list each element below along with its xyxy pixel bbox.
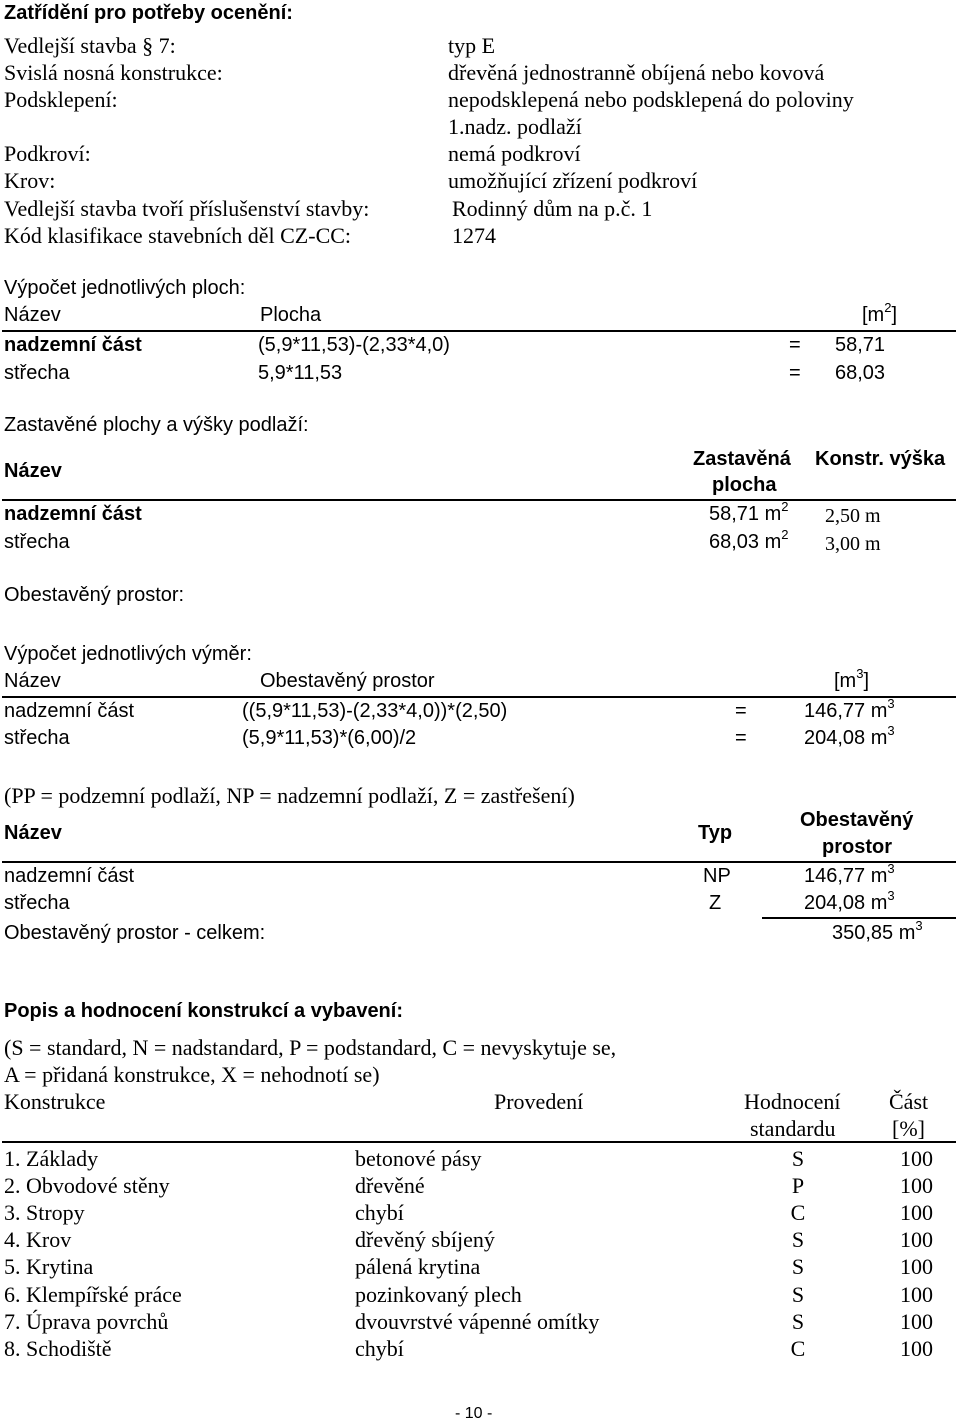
summary-col-type: Typ <box>698 822 733 844</box>
summary-row-volume-1: 204,08 $m^3$ <box>804 888 895 914</box>
class-label-7: Kód klasifikace stavebních děl CZ-CC: <box>4 223 352 248</box>
areas-row-name-1: střecha <box>4 362 70 384</box>
construction-row-rating-1: P <box>791 1173 805 1198</box>
areas-row-name-0: nadzemní část <box>4 334 142 356</box>
construction-row-execution-7: chybí <box>355 1336 404 1361</box>
built-row-area-0: 58,71 $m^2$ <box>709 499 789 525</box>
summary-col-name: Název <box>4 822 62 844</box>
summary-header-rule <box>2 861 956 863</box>
summary-total-value: 350,85 $m^3$ <box>832 918 923 944</box>
areas-row-formula-1: 5,9*11,53 <box>258 362 343 384</box>
construction-row-rating-4: S <box>791 1254 805 1279</box>
volumes-row-eq-0: = <box>735 700 747 722</box>
construction-row-share-5: 100 <box>900 1282 933 1307</box>
class-value-6: Rodinný dům na p.č. 1 <box>452 196 653 221</box>
construction-row-name-2: 3. Stropy <box>4 1200 85 1225</box>
summary-total-rule <box>762 917 956 919</box>
summary-row-name-0: nadzemní část <box>4 865 135 887</box>
built-col-height: Konstr. výška <box>815 448 946 470</box>
class-label-2: Podsklepení: <box>4 87 118 112</box>
construction-col-share-2: [%] <box>892 1116 925 1141</box>
construction-row-execution-3: dřevěný sbíjený <box>355 1227 495 1252</box>
volumes-header-rule <box>2 696 956 698</box>
built-heading: Zastavěné plochy a výšky podlaží: <box>4 414 309 436</box>
construction-row-share-4: 100 <box>900 1254 933 1279</box>
volume-heading: Obestavěný prostor: <box>4 584 185 606</box>
summary-legend: (PP = podzemní podlaží, NP = nadzemní podlaží, Z = zastřešení) <box>4 783 575 808</box>
construction-row-execution-5: pozinkovaný plech <box>355 1282 522 1307</box>
areas-heading: Výpočet jednotlivých ploch: <box>4 277 246 299</box>
construction-col-rating-2: standardu <box>750 1116 836 1141</box>
construction-row-name-1: 2. Obvodové stěny <box>4 1173 170 1198</box>
built-row-name-0: nadzemní část <box>4 503 142 525</box>
class-value-7: 1274 <box>452 223 496 248</box>
class-value-5: umožňující zřízení podkroví <box>448 168 698 193</box>
class-value-1: dřevěná jednostranně obíjená nebo kovová <box>448 60 825 85</box>
summary-row-type-0: NP <box>703 865 731 887</box>
page-number: - 10 - <box>455 1405 493 1422</box>
areas-col-area: Plocha <box>260 304 322 326</box>
construction-row-name-6: 7. Úprava povrchů <box>4 1309 169 1334</box>
construction-col-execution: Provedení <box>494 1089 584 1114</box>
construction-row-name-7: 8. Schodiště <box>4 1336 112 1361</box>
construction-col-rating-1: Hodnocení <box>744 1089 841 1114</box>
class-value-2: nepodsklepená nebo podsklepená do poloviny <box>448 87 854 112</box>
construction-row-rating-6: S <box>791 1309 805 1334</box>
construction-row-execution-0: betonové pásy <box>355 1146 482 1171</box>
volumes-row-formula-1: (5,9*11,53)*(6,00)/2 <box>242 727 417 749</box>
areas-unit: $[m^2]$ <box>862 300 898 326</box>
areas-header-rule <box>2 330 956 332</box>
volumes-heading: Výpočet jednotlivých výměr: <box>4 643 252 665</box>
volumes-row-result-0: 146,77 $m^3$ <box>804 696 895 722</box>
areas-row-eq-0: = <box>789 334 801 356</box>
construction-col-name: Konstrukce <box>4 1089 106 1114</box>
construction-row-name-4: 5. Krytina <box>4 1254 94 1279</box>
volumes-row-result-1: 204,08 $m^3$ <box>804 723 895 749</box>
built-col-area-2: plocha <box>712 474 777 496</box>
class-value-4: nemá podkroví <box>448 141 581 166</box>
construction-row-name-3: 4. Krov <box>4 1227 72 1252</box>
construction-row-share-6: 100 <box>900 1309 933 1334</box>
volumes-col-name: Název <box>4 670 61 692</box>
construction-row-name-5: 6. Klempířské práce <box>4 1282 182 1307</box>
areas-row-result-0: 58,71 <box>835 334 886 356</box>
construction-legend-1: (S = standard, N = nadstandard, P = podstandard, C = nevyskytuje se, <box>4 1035 617 1060</box>
construction-header-rule <box>2 1141 956 1143</box>
class-label-5: Krov: <box>4 168 56 193</box>
summary-col-volume-2: prostor <box>822 836 892 858</box>
summary-col-volume-1: Obestavěný <box>800 809 914 831</box>
class-value-0: typ E <box>448 33 496 58</box>
class-value-3: 1.nadz. podlaží <box>448 114 582 139</box>
volumes-unit: $[m^3]$ <box>834 666 870 692</box>
classification-heading: Zatřídění pro potřeby ocenění: <box>4 2 293 24</box>
construction-row-rating-5: S <box>791 1282 805 1307</box>
construction-heading: Popis a hodnocení konstrukcí a vybavení: <box>4 1000 403 1022</box>
built-row-height-0: 2,50 m <box>825 505 881 527</box>
areas-row-formula-0: (5,9*11,53)-(2,33*4,0) <box>258 334 450 356</box>
construction-row-execution-1: dřevěné <box>355 1173 425 1198</box>
class-label-1: Svislá nosná konstrukce: <box>4 60 223 85</box>
volumes-col-formula: Obestavěný prostor <box>260 670 435 692</box>
built-row-name-1: střecha <box>4 531 70 553</box>
built-row-height-1: 3,00 m <box>825 533 881 555</box>
construction-row-share-7: 100 <box>900 1336 933 1361</box>
construction-row-share-2: 100 <box>900 1200 933 1225</box>
construction-row-share-1: 100 <box>900 1173 933 1198</box>
construction-legend-2: A = přidaná konstrukce, X = nehodnotí se) <box>4 1062 380 1087</box>
volumes-row-eq-1: = <box>735 727 747 749</box>
areas-row-result-1: 68,03 <box>835 362 886 384</box>
construction-row-rating-2: C <box>790 1200 806 1225</box>
construction-row-share-3: 100 <box>900 1227 933 1252</box>
class-label-0: Vedlejší stavba § 7: <box>4 33 176 58</box>
construction-row-rating-3: S <box>791 1227 805 1252</box>
construction-row-share-0: 100 <box>900 1146 933 1171</box>
volumes-row-name-1: střecha <box>4 727 70 749</box>
built-col-area-1: Zastavěná <box>693 448 791 470</box>
construction-row-execution-2: chybí <box>355 1200 404 1225</box>
built-col-name: Název <box>4 460 62 482</box>
summary-total-label: Obestavěný prostor - celkem: <box>4 922 266 944</box>
areas-col-name: Název <box>4 304 61 326</box>
areas-row-eq-1: = <box>789 362 801 384</box>
construction-row-rating-7: C <box>790 1336 806 1361</box>
summary-row-volume-0: 146,77 $m^3$ <box>804 861 895 887</box>
class-label-6: Vedlejší stavba tvoří příslušenství stavby: <box>4 196 370 221</box>
class-label-4: Podkroví: <box>4 141 91 166</box>
summary-row-name-1: střecha <box>4 892 70 914</box>
built-header-rule <box>2 499 956 501</box>
construction-row-execution-6: dvouvrstvé vápenné omítky <box>355 1309 600 1334</box>
built-row-area-1: 68,03 $m^2$ <box>709 527 789 553</box>
construction-row-rating-0: S <box>791 1146 805 1171</box>
construction-row-execution-4: pálená krytina <box>355 1254 481 1279</box>
volumes-row-formula-0: ((5,9*11,53)-(2,33*4,0))*(2,50) <box>242 700 508 722</box>
construction-row-name-0: 1. Základy <box>4 1146 99 1171</box>
volumes-row-name-0: nadzemní část <box>4 700 135 722</box>
summary-row-type-1: Z <box>709 892 722 914</box>
construction-col-share-1: Část <box>889 1089 929 1114</box>
